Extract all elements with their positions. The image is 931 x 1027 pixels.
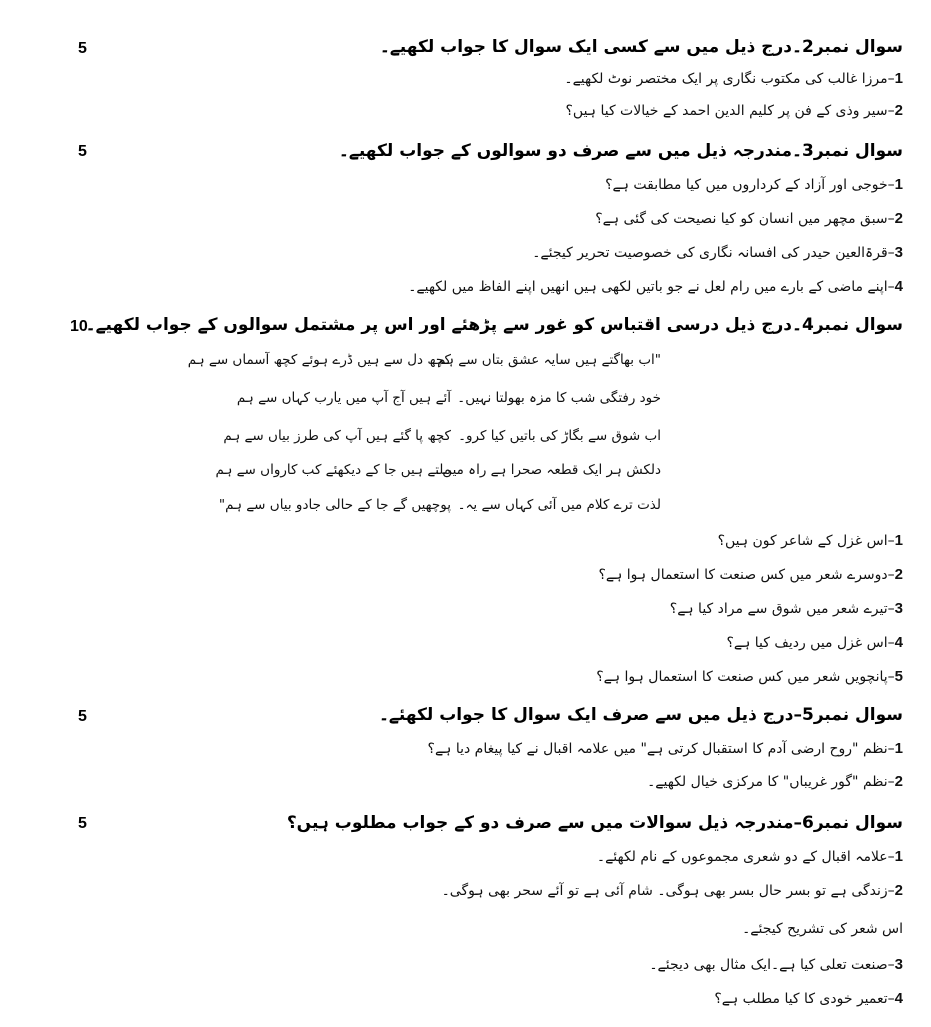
item-number: 5 [894, 668, 903, 685]
item-text: –تعمیر خودی کا کیا مطلب ہے؟ [714, 991, 895, 1007]
question-heading: سوال نمبر2۔درج ذیل میں سے کسی ایک سوال کا جواب لکھیے۔ [379, 37, 903, 57]
item-text: اس شعر کی تشریح کیجئے۔ [742, 921, 903, 937]
item-text: –نظم "روح ارضی آدم کا استقبال کرتی ہے" میں علامہ اقبال نے کیا پیغام دیا ہے؟ [427, 741, 895, 757]
item-text: –صنعت تعلی کیا ہے۔ایک مثال بھی دیجئے۔ [649, 957, 895, 973]
verse-second-half: کچھ دل سے ہیں ڈرے ہوئے کچھ آسماں سے ہم [187, 352, 451, 368]
question-heading: سوال نمبر4۔درج ذیل درسی اقتباس کو غور سے پڑھئے اور اس پر مشتمل سوالوں کے جواب لکھیے۔ [85, 315, 903, 335]
item-number: 1 [894, 70, 903, 87]
item-number: 2 [894, 773, 903, 790]
marks: 5 [78, 143, 87, 160]
item-text: –اس غزل کے شاعر کون ہیں؟ [717, 533, 895, 549]
item-text: –خوجی اور آزاد کے کرداروں میں کیا مطابقت ہے؟ [605, 177, 895, 193]
item-text: –نظم "گور غریباں" کا مرکزی خیال لکھیے۔ [647, 774, 895, 790]
item-number: 4 [894, 634, 903, 651]
verse-second-half: آئے ہیں آج آپ میں یارب کہاں سے ہم [236, 390, 451, 406]
item-text: –علامہ اقبال کے دو شعری مجموعوں کے نام لکھئے۔ [596, 849, 895, 865]
question-item [718, 532, 903, 549]
item-number: 2 [894, 566, 903, 583]
verse-first-half: لذت ترے کلام میں آئی کہاں سے یہ۔ [457, 497, 661, 513]
item-number: 4 [894, 278, 903, 295]
question-item [605, 176, 903, 193]
question-item [428, 740, 903, 757]
item-number: 1 [894, 740, 903, 757]
question-item [742, 920, 903, 937]
question-item [596, 668, 903, 685]
item-text: –قرۃالعین حیدر کی افسانہ نگاری کی خصوصیت تحریر کیجئے۔ [532, 245, 895, 261]
item-text: –دوسرے شعر میں کس صنعت کا استعمال ہوا ہے؟ [598, 567, 895, 583]
item-number: 3 [894, 244, 903, 261]
item-text: –مرزا غالب کی مکتوب نگاری پر ایک مختصر نوٹ لکھیے۔ [564, 71, 895, 87]
verse-first-half: دلکش ہر ایک قطعہ صحرا ہے راہ میں۔ [434, 462, 661, 478]
marks: 5 [78, 815, 87, 832]
question-item [726, 634, 903, 651]
item-number: 1 [894, 848, 903, 865]
marks: 10 [70, 318, 88, 335]
item-text: –سیر وذی کے فن پر کلیم الدین احمد کے خیالات کیا ہیں؟ [565, 103, 895, 119]
item-text: –پانچویں شعر میں کس صنعت کا استعمال ہوا ہے؟ [596, 669, 895, 685]
question-item [408, 278, 903, 295]
item-number: 2 [894, 210, 903, 227]
question-item [442, 882, 903, 899]
marks: 5 [78, 40, 87, 57]
marks: 5 [78, 708, 87, 725]
item-number: 1 [894, 176, 903, 193]
item-text: –زندگی ہے تو بسر حال بسر بھی ہوگی۔ شام آئی ہے تو آئے سحر بھی ہوگی۔ [441, 883, 895, 899]
question-item [647, 773, 903, 790]
question-item [532, 244, 903, 261]
verse-first-half: اب شوق سے بگاڑ کی باتیں کیا کرو۔ [458, 428, 661, 444]
question-item [714, 990, 903, 1007]
item-text: –اس غزل میں ردیف کیا ہے؟ [726, 635, 895, 651]
item-text: –سبق مچھر میں انسان کو کیا نصیحت کی گئی ہے؟ [595, 211, 895, 227]
verse-first-half: خود رفتگی شب کا مزہ بھولتا نہیں۔ [457, 390, 661, 406]
verse-second-half: کچھ پا گئے ہیں آپ کی طرز بیاں سے ہم [223, 428, 451, 444]
item-number: 3 [894, 600, 903, 617]
item-number: 3 [894, 956, 903, 973]
item-number: 2 [894, 102, 903, 119]
question-item [670, 600, 903, 617]
item-number: 2 [894, 882, 903, 899]
verse-first-half: "اب بھاگتے ہیں سایہ عشق بتاں سے ہم۔ [429, 352, 661, 368]
item-number: 4 [894, 990, 903, 1007]
item-text: –اپنے ماضی کے بارے میں رام لعل نے جو باتیں لکھی ہیں انھیں اپنے الفاظ میں لکھیے۔ [408, 279, 895, 295]
verse-second-half: ملتے ہیں جا کے دیکھئے کب کارواں سے ہم [215, 462, 451, 478]
question-item [597, 848, 903, 865]
question-heading: سوال نمبر3۔مندرجہ ذیل میں سے صرف دو سوالوں کے جواب لکھیے۔ [338, 141, 903, 161]
question-heading: سوال نمبر5–درج ذیل میں سے صرف ایک سوال کا جواب لکھئے۔ [378, 705, 903, 725]
question-heading: سوال نمبر6–مندرجہ ذیل سوالات میں سے صرف دو کے جواب مطلوب ہیں؟ [286, 813, 903, 833]
item-text: –تیرے شعر میں شوق سے مراد کیا ہے؟ [669, 601, 895, 617]
verse-second-half: پوچھیں گے جا کے حالی جادو بیاں سے ہم" [218, 497, 451, 513]
question-item [565, 102, 903, 119]
question-item [649, 956, 903, 973]
question-item [564, 70, 903, 87]
question-item [595, 210, 903, 227]
item-number: 1 [894, 532, 903, 549]
question-item [598, 566, 903, 583]
